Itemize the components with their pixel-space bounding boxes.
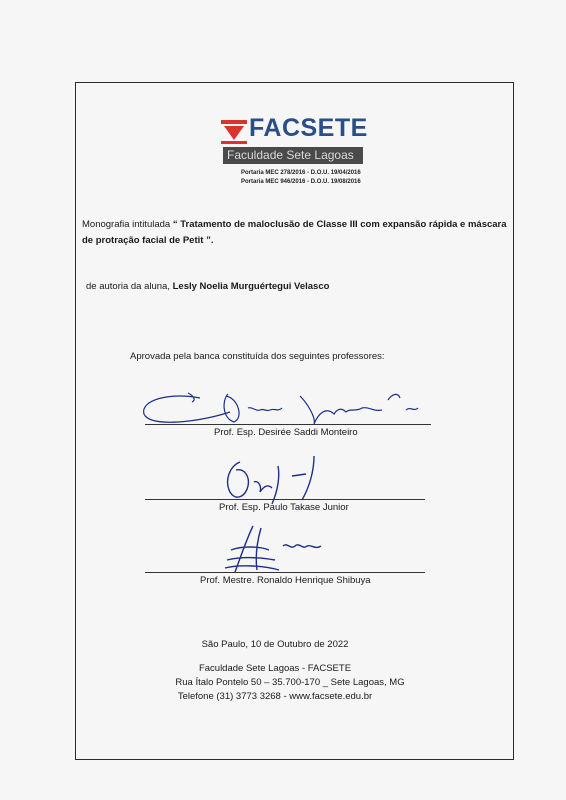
professor-2-name: Prof. Esp. Paulo Takase Junior — [219, 502, 349, 513]
monografia-title-cont: de protração facial de Petit ”. — [82, 235, 214, 246]
logo-brand: FACSETE — [249, 114, 368, 142]
professor-3-name: Prof. Mestre. Ronaldo Henrique Shibuya — [200, 575, 371, 586]
footer-institution: Faculdade Sete Lagoas - FACSETE — [198, 663, 352, 674]
footer-date: São Paulo, 10 de Outubro de 2022 — [201, 639, 349, 650]
autoria-name: Lesly Noelia Murguértegui Velasco — [172, 281, 330, 292]
facsete-emblem-icon — [221, 118, 251, 146]
logo-portaria-1: Portaria MEC 278/2016 - D.O.U. 19/04/2016 — [241, 170, 361, 176]
autoria-prefix: de autoria da aluna, — [86, 281, 173, 292]
logo-subtitle: Faculdade Sete Lagoas — [223, 147, 363, 164]
aprovada-line: Aprovada pela banca constituída dos seguintes professores: — [130, 351, 385, 362]
footer-address: Rua Ítalo Pontelo 50 – 35.700-170 _ Sete Lagoas, MG — [175, 677, 405, 688]
monografia-prefix: Monografia intitulada — [82, 219, 173, 230]
footer-phone: Telefone (31) 3773 3268 - www.facsete.edu.br — [177, 691, 373, 702]
autoria-line — [86, 279, 329, 295]
signature-3 — [205, 516, 335, 578]
logo-portaria-2: Portaria MEC 946/2016 - D.O.U. 19/08/2016 — [241, 179, 361, 185]
monografia-line-1 — [82, 217, 512, 233]
professor-1-name: Prof. Esp. Desirée Saddi Monteiro — [214, 427, 358, 438]
monografia-title: “ Tratamento de maloclusão de Classe III com expansão rápida e máscara — [172, 219, 507, 230]
signature-1 — [130, 378, 420, 430]
facsete-logo — [213, 110, 367, 190]
